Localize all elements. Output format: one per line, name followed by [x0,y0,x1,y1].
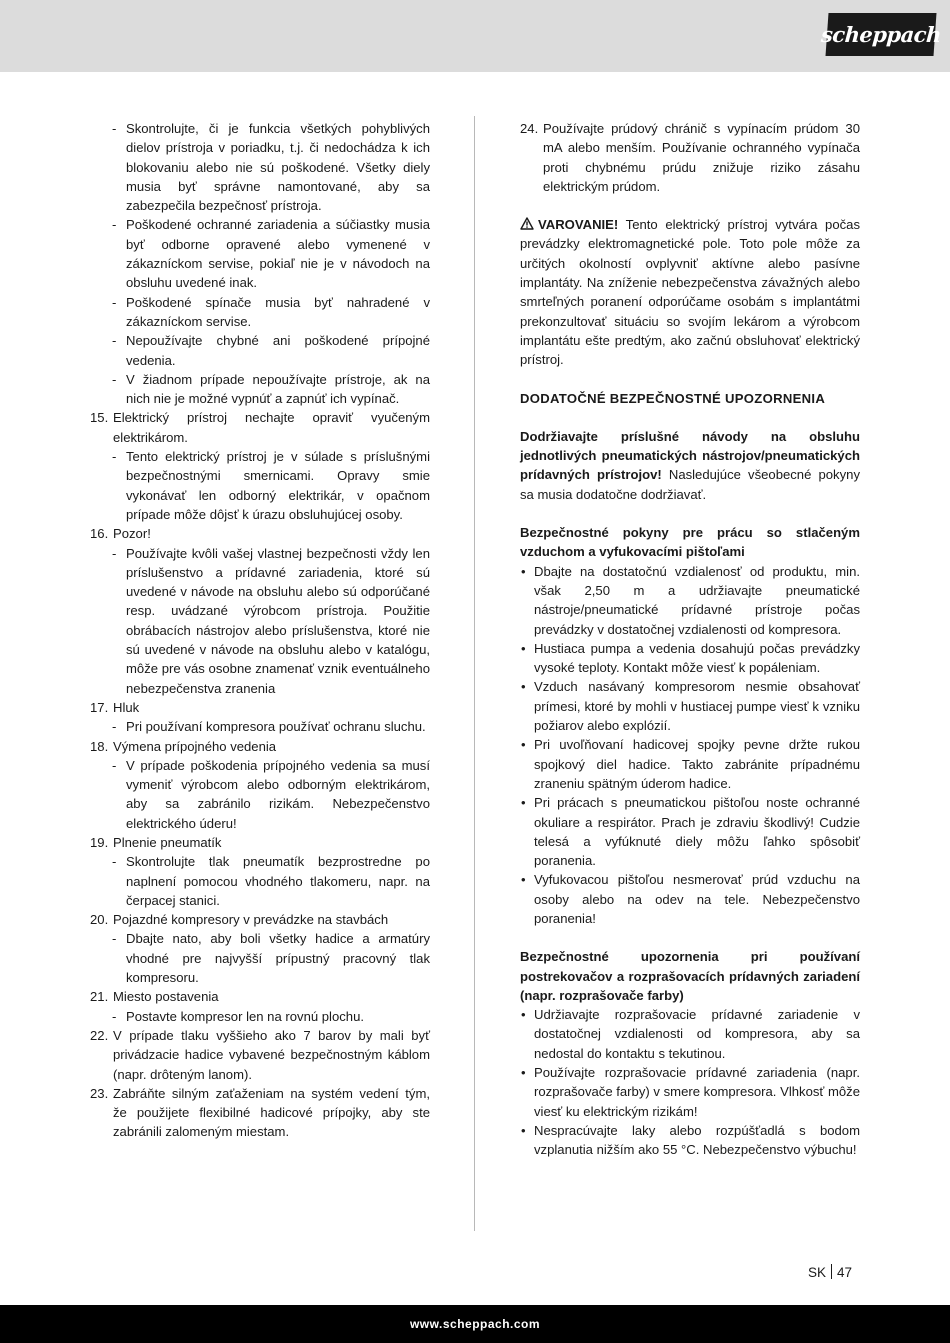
list-item: • Používajte rozprašovacie prídavné zariadenia (napr. rozprašovače farby) v smere kompresora. Vlhkosť môže viesť ku elektrickým rizikám! [521,1065,860,1119]
numbered-item-24 [520,119,860,196]
numbered-item-15 [90,408,430,447]
item-number: 20. [90,912,109,928]
item-text: Poškodené spínače musia byť nahradené v zákazníckom servise. [126,294,430,329]
item-text: Nepoužívajte chybné ani poškodené prípojné vedenia. [126,333,430,368]
item-text: Pri uvoľňovaní hadicovej spojky pevne držte rukou spojkový diel hadice. Takto zabránite prípadnému zraneniu spätným úderom hadice. [534,737,860,791]
list-item: • Vyfukovacou pištoľou nesmerovať prúd vzduchu na osoby alebo na odev na tele. Nebezpečenstvo poranenia! [521,872,860,926]
numbered-item-21 [90,987,430,1006]
item-text: Používajte rozprašovacie prídavné zariadenia (napr. rozprašovače farby) v smere kompresora. Vlhkosť môže viesť ku elektrickým rizikám! [534,1065,860,1119]
item-text: Elektrický prístroj nechajte opraviť vyučeným elektrikárom. [113,410,430,445]
item-text: Tento elektrický prístroj je v súlade s príslušnými bezpečnostnými smernicami. Opravy smie vykonávať len odborný elektrikár, v opačnom prípade môže dôjsť k úrazu obsluhujúcej osoby. [126,449,430,522]
numbered-item-17 [90,698,430,717]
item-text: Vyfukovacou pištoľou nesmerovať prúd vzduchu na osoby alebo na odev na tele. Nebezpečenstvo poranenia! [534,872,860,926]
item-text: Výmena prípojného vedenia [113,738,277,754]
item-text: Pojazdné kompresory v prevádzke na stavbách [113,912,389,928]
item-number: 21. [90,989,109,1005]
list-item: - Poškodené ochranné zariadenia a súčiastky musia byť odborne opravené alebo vymenené v zákazníckom servise, pokiaľ nie je v návodoch na obsluhu uvedené inak. [112,217,430,291]
intro-text: Nasledujúce všeobecné pokyny sa musia dodatočne dodržiavať. [520,467,860,502]
warning-label: VAROVANIE! [538,217,619,233]
left-column [90,119,430,1142]
item-text: Vzduch nasávaný kompresorom nesmie obsahovať prímesi, ktoré by mohli v hustiacej pumpe viesť k vzniku požiarov alebo explózií. [534,679,860,734]
numbered-item-18 [90,737,430,756]
item-number: 24. [520,121,539,136]
item-number: 18. [90,738,109,754]
item-number: 15. [90,410,109,426]
item-text: Udržiavajte rozprašovacie prídavné zariadenie v dostatočnej vzdialenosti od kompresora, aby sa nedostal do kontaktu s tekutinou. [534,1007,860,1061]
item-text: Pri používaní kompresora používať ochranu sluchu. [126,719,426,735]
page-number-value: 47 [837,1265,853,1280]
numbered-item-23 [90,1084,430,1142]
item-text: Plnenie pneumatík [113,834,222,850]
list-item: - Skontrolujte tlak pneumatík bezprostredne po naplnení pomocou vhodného tlakomeru, napr. na čerpacej stanici. [112,854,430,908]
item-number: 23. [90,1085,109,1101]
list-item: • Pri prácach s pneumatickou pištoľou noste ochranné okuliare a respirátor. Prach je zdraviu škodlivý! Cudzie telesá a vyfúknuté diely môžu ľahko spôsobiť poranenia. [521,795,860,869]
item-text: Skontrolujte, či je funkcia všetkých pohyblivých dielov prístroja v poriadku, t.j. či nedochádza k ich blokovaniu alebo nie sú poškodené. Všetky diely musia byť správne namontované, aby sa zabezpečila bezpečnosť prístroja. [126,121,430,214]
item-number: 22. [90,1027,109,1043]
item-text: Zabráňte silným zaťaženiam na systém vedení tým, že použijete flexibilné hadicové prípojky, aby ste zabránili zalomeným miestam. [113,1085,430,1140]
list-item: - V prípade poškodenia prípojného vedenia sa musí vymeniť výrobcom alebo odborným elektrikárom, aby sa zabránilo rizikám. Nebezpečenstvo elektrického úderu! [112,757,430,831]
intro-paragraph [520,427,860,504]
list-item: - V žiadnom prípade nepoužívajte prístroje, ak na nich nie je možné vypnúť a zapnúť ich vypínač. [112,371,430,407]
page-number [808,1264,852,1280]
list-item: • Nespracúvajte laky alebo rozpúšťadlá s bodom vzplanutia nižším ako 55 °C. Nebezpečenstvo výbuchu! [521,1122,860,1158]
brand-logo [820,13,942,56]
header-band [0,0,950,72]
list-item: - Poškodené spínače musia byť nahradené v zákazníckom servise. [112,294,430,329]
list-item: • Vzduch nasávaný kompresorom nesmie obsahovať prímesi, ktoré by mohli v hustiacej pumpe viesť k vzniku požiarov alebo explózií. [521,679,860,734]
list-item: • Udržiavajte rozprašovacie prídavné zariadenie v dostatočnej vzdialenosti od kompresora, aby sa nedostal do kontaktu s tekutinou. [521,1007,860,1061]
subheading-compressed-air: Bezpečnostné pokyny pre prácu so stlačeným vzduchom a vyfukovacími pištoľami [520,525,860,560]
item-text: Hluk [113,699,140,715]
item-text: Skontrolujte tlak pneumatík bezprostredne po naplnení pomocou vhodného tlakomeru, napr. na čerpacej stanici. [126,854,430,908]
logo-text: scheppach [820,22,942,47]
column-divider [474,116,475,1231]
section-heading: DODATOČNÉ BEZPEČNOSTNÉ UPOZORNENIA [520,390,826,406]
numbered-item-20 [90,910,430,929]
warning-icon [520,217,534,230]
subheading-sprayers: Bezpečnostné upozornenia pri používaní postrekovačov a rozprašovacích prídavných zariadení (napr. rozprašovače farby) [520,949,860,1003]
right-column [520,119,860,1160]
numbered-item-19 [90,833,430,852]
item-number: 17. [90,699,109,715]
item-text: Postavte kompresor len na rovnú plochu. [126,1008,365,1024]
list-item: - Tento elektrický prístroj je v súlade s príslušnými bezpečnostnými smernicami. Opravy smie vykonávať len odborný elektrikár, v opačnom prípade môže dôjsť k úrazu obsluhujúcej osoby. [112,449,430,522]
item-text: Pri prácach s pneumatickou pištoľou noste ochranné okuliare a respirátor. Prach je zdraviu škodlivý! Cudzie telesá a vyfúknuté diely môžu ľahko spôsobiť poranenia. [534,795,860,869]
item-number: 19. [90,834,109,850]
item-text: Používajte kvôli vašej vlastnej bezpečnosti vždy len príslušenstvo a prídavné zariadenia, ktoré sú uvedené v návode na obsluhu alebo sú odporúčané resp. uvádzané výrobcom prístroja. Použitie obrábacích nástrojov alebo príslušenstva, ktoré nie sú uvedené v návode na obsluhu alebo v katalógu, môže pre vás osobne znamenať vznik eventuálneho nebezpečenstva zranenia [126,545,430,696]
item-text: Dbajte na dostatočnú vzdialenosť od produktu, min. však 2,50 m a udržiavajte pneumatické nástroje/pneumatické prídavné prístroje počas prevádzky v dostatočnej vzdialenosti od kompresora. [534,563,860,637]
warning-paragraph [520,215,860,369]
language-code: SK [808,1265,827,1280]
item-text: V žiadnom prípade nepoužívajte prístroje, ak na nich nie je možné vypnúť a zapnúť ich vypínač. [126,371,430,407]
item-text: Pozor! [113,526,151,542]
warning-text: Tento elektrický prístroj vytvára počas prevádzky elektromagnetické pole. Toto pole môže za určitých okolností ovplyvniť aktívne alebo pasívne implantáty. Na zníženie nebezpečenstva závažných alebo smrteľných poranení odporúčame osobám s implantátmi prekonzultovať situáciu so svojím lekárom a výrobcom implantátu ešte predtým, ako začnú obsluhovať elektrický prístroj. [520,217,860,368]
list-item: - Pri používaní kompresora používať ochranu sluchu. [112,719,426,735]
item-text: Používajte prúdový chránič s vypínacím prúdom 30 mA alebo menším. Používanie ochranného vypínača proti chybnému prúdu znižuje riziko zásahu elektrickým prúdom. [543,121,860,194]
item-number: 16. [90,526,109,542]
list-item: • Pri uvoľňovaní hadicovej spojky pevne držte rukou spojkový diel hadice. Takto zabránite prípadnému zraneniu spätným úderom hadice. [521,737,860,791]
list-item: • Dbajte na dostatočnú vzdialenosť od produktu, min. však 2,50 m a udržiavajte pneumatické nástroje/pneumatické prídavné prístroje počas prevádzky v dostatočnej vzdialenosti od kompresora. [521,563,860,637]
intro-bold-text: Dodržiavajte príslušné návody na obsluhu jednotlivých pneumatických nástrojov/pneumatických prídavných prístrojov! [520,428,860,483]
list-item: - Skontrolujte, či je funkcia všetkých pohyblivých dielov prístroja v poriadku, t.j. či nedochádza k ich blokovaniu alebo nie sú poškodené. Všetky diely musia byť správne namontované, aby sa zabezpečila bezpečnosť prístroja. [112,121,430,214]
numbered-item-16 [90,524,430,543]
list-item: - Postavte kompresor len na rovnú plochu. [112,1008,365,1024]
list-item: - Nepoužívajte chybné ani poškodené prípojné vedenia. [112,333,430,368]
item-text: V prípade poškodenia prípojného vedenia sa musí vymeniť výrobcom alebo odborným elektrikárom, aby sa zabránilo rizikám. Nebezpečenstvo elektrického úderu! [126,757,430,831]
footer-url: www.scheppach.com [409,1317,541,1331]
item-text: Nespracúvajte laky alebo rozpúšťadlá s bodom vzplanutia nižším ako 55 °C. Nebezpečenstvo výbuchu! [534,1122,860,1158]
item-text: Dbajte nato, aby boli všetky hadice a armatúry vhodné pre najvyšší prípustný pracovný tlak kompresoru. [126,931,430,986]
list-item: - Dbajte nato, aby boli všetky hadice a armatúry vhodné pre najvyšší prípustný pracovný tlak kompresoru. [112,931,430,986]
item-text: V prípade tlaku vyššieho ako 7 barov by mali byť privádzacie hadice vybavené bezpečnostným káblom (napr. drôteným lanom). [113,1027,430,1082]
item-text: Poškodené ochranné zariadenia a súčiastky musia byť odborne opravené alebo vymenené v zákazníckom servise, pokiaľ nie je v návodoch na obsluhu uvedené inak. [126,217,430,291]
item-text: Hustiaca pumpa a vedenia dosahujú počas prevádzky vysoké teploty. Kontakt môže viesť k popáleniam. [534,640,860,676]
item-text: Miesto postavenia [113,989,219,1005]
list-item: - Používajte kvôli vašej vlastnej bezpečnosti vždy len príslušenstvo a prídavné zariadenia, ktoré sú uvedené v návode na obsluhu alebo sú odporúčané resp. uvádzané výrobcom prístroja. Použitie obrábacích nástrojov alebo príslušenstva, ktoré nie sú uvedené v návode na obsluhu alebo v katalógu, môže pre vás osobne znamenať vznik eventuálneho nebezpečenstva zranenia [112,545,430,696]
list-item: • Hustiaca pumpa a vedenia dosahujú počas prevádzky vysoké teploty. Kontakt môže viesť k popáleniam. [521,640,860,676]
numbered-item-22 [90,1026,430,1084]
